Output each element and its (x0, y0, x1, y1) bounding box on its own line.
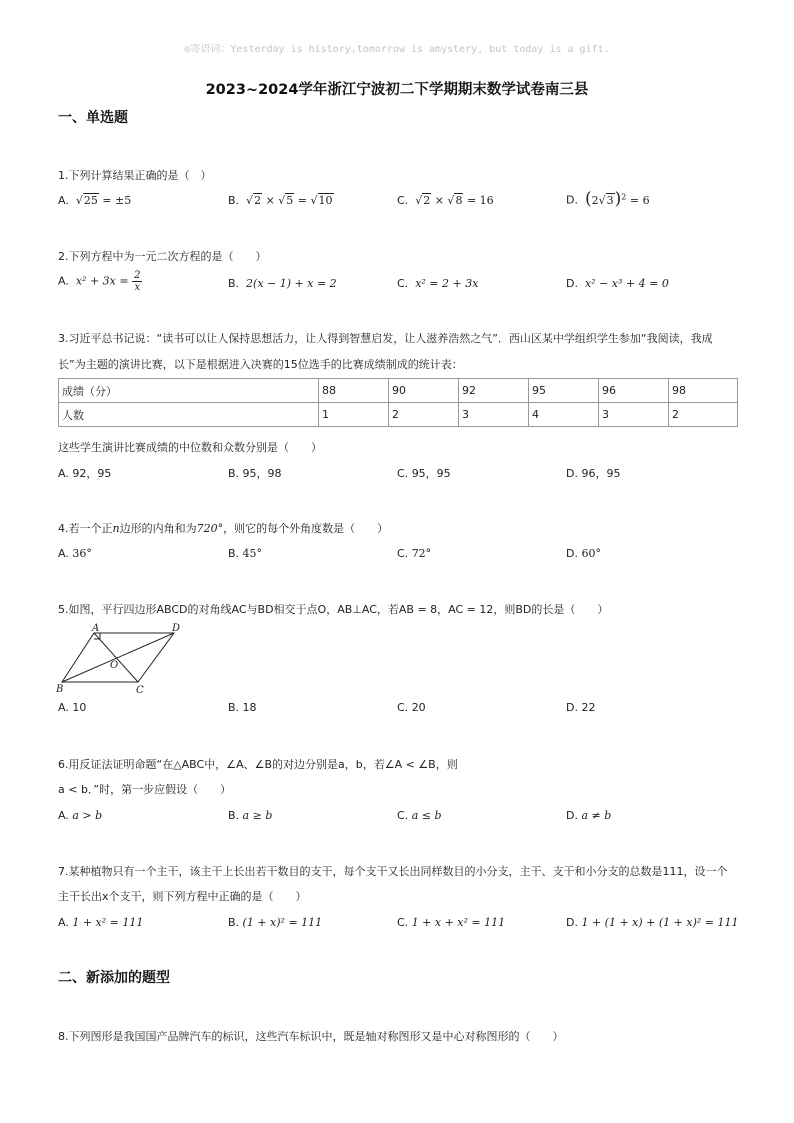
question-8-stem: 8.下列图形是我国国产品牌汽车的标识，这些汽车标识中，既是轴对称图形又是中心对称图形的（ ） (58, 1030, 564, 1043)
table-cell: 人数 (59, 403, 319, 427)
q1d-coef: 2 (591, 193, 599, 207)
q1c-eq: = 16 (466, 194, 494, 207)
section-heading-new-type: 二、新添加的题型 (58, 970, 170, 986)
q1b-radicand-3: 10 (318, 194, 333, 207)
table-cell: 88 (319, 379, 389, 403)
table-cell: 3 (599, 403, 669, 427)
option-label: C. (397, 467, 409, 480)
option-label: C. (397, 701, 409, 714)
option-label: D. (566, 809, 578, 822)
q5-option-a (58, 700, 86, 716)
q6-option-b (228, 808, 272, 824)
option-text: 45° (242, 547, 263, 560)
q1c-radicand-2: 8 (455, 194, 463, 207)
q4-stem-mid: 边形的内角和为 (119, 522, 197, 535)
q7-option-a (58, 915, 143, 931)
q1b-op: × (265, 194, 275, 207)
option-label: A. (58, 274, 69, 288)
table-cell: 96 (599, 379, 669, 403)
question-7-stem-line2: 主干长出x个支干，则下列方程中正确的是（ ） (58, 890, 307, 903)
option-label: B. (228, 809, 240, 822)
option-label: A. (58, 547, 69, 560)
table-cell: 90 (389, 379, 459, 403)
option-text: 22 (581, 701, 596, 714)
option-text: 36° (72, 547, 92, 560)
question-4-stem (58, 521, 388, 537)
q5-option-d (566, 700, 595, 716)
option-text: (1 + x)² = 111 (242, 916, 323, 929)
q1-option-d: D. $(2√3)^2 = 6$ (566, 188, 650, 209)
option-text: a ≠ b (581, 809, 612, 822)
option-label: D. (566, 547, 578, 560)
q1-option-c: C. √2 × √8 = 16 (397, 194, 494, 207)
table-cell: 98 (669, 379, 738, 403)
option-label: B. (228, 701, 240, 714)
score-table (58, 378, 738, 427)
table-cell: 95 (529, 379, 599, 403)
question-2-stem: 2.下列方程中为一元二次方程的是（ ） (58, 250, 267, 263)
q4-stem-post: ，则它的每个外角度数是（ ） (223, 522, 389, 535)
table-cell: 2 (389, 403, 459, 427)
table-cell: 2 (669, 403, 738, 427)
q3-option-c (397, 466, 451, 482)
question-3-stem: 3.习近平总书记说：“读书可以让人保持思想活力，让人得到智慧启发，让人滋养浩然之气”．西山区某中学组织学生参加“我阅读，我成长”为主题的演讲比赛，以下是根据进入决赛的15位选手的比赛成绩制成的统计表： (58, 332, 713, 371)
diagonal-ac (94, 633, 138, 682)
q2-option-d (566, 276, 669, 292)
option-text: 1 + (1 + x) + (1 + x)² = 111 (581, 916, 739, 929)
option-text: 18 (242, 701, 257, 714)
q1b-radicand-2: 5 (286, 194, 294, 207)
q4-option-c (397, 546, 431, 562)
q1c-op: × (434, 194, 444, 207)
question-6-stem-line1: 6.用反证法证明命题“在△ABC中，∠A、∠B的对边分别是a，b，若∠A < ∠B，则 (58, 758, 458, 771)
option-text: 1 + x² = 111 (72, 916, 144, 929)
q2d-expr: x² − x³ + 4 = 0 (584, 277, 669, 290)
page-title: 2023~2024学年浙江宁波初二下学期期末数学试卷南三县 (205, 82, 589, 98)
option-text: a ≥ b (242, 809, 273, 822)
q6-option-d (566, 808, 611, 824)
q2a-numerator: 2 (134, 270, 141, 281)
question-3-sub: 这些学生演讲比赛成绩的中位数和众数分别是（ ） (58, 441, 322, 454)
table-row (59, 379, 738, 403)
q4-stem-pre: 4.若一个正 (58, 522, 113, 535)
q5-option-c (397, 700, 426, 716)
table-cell: 成绩（分） (59, 379, 319, 403)
option-label: A. (58, 701, 69, 714)
q2b-expr: 2(x − 1) + x = 2 (246, 277, 337, 290)
option-label: C. (397, 916, 409, 929)
q2a-fraction (132, 270, 142, 293)
question-1-stem: 1.下列计算结果正确的是（ ） (58, 169, 212, 182)
q2a-denominator: x (134, 282, 141, 293)
q6-option-c (397, 808, 442, 824)
option-text: 95，98 (242, 467, 282, 480)
table-cell: 3 (459, 403, 529, 427)
option-text: 1 + x + x² = 111 (411, 916, 506, 929)
q6-option-a (58, 808, 102, 824)
option-label: C. (397, 194, 409, 207)
option-label: B. (228, 467, 240, 480)
option-label: A. (58, 809, 69, 822)
q1a-radicand: 25 (83, 194, 98, 207)
q1b-radicand-1: 2 (254, 194, 262, 207)
q1-option-b: B. √2 × √5 = √10 (228, 194, 333, 207)
label-o: O (110, 660, 119, 671)
q1d-radicand: 3 (606, 193, 614, 207)
q7-option-c (397, 915, 505, 931)
q3-option-a (58, 466, 111, 482)
question-7-stem-line1: 7.某种植物只有一个主干，该主干上长出若干数目的支干，每个支干又长出同样数目的小分支，主干、支干和小分支的总数是111，设一个 (58, 865, 728, 878)
diagonal-bd (62, 633, 174, 682)
q5-option-b (228, 700, 257, 716)
q3-option-d (566, 466, 620, 482)
option-text: 92，95 (72, 467, 112, 480)
q1d-eq: = 6 (629, 193, 650, 207)
option-label: A. (58, 194, 69, 207)
option-text: a ≤ b (411, 809, 442, 822)
label-c: C (136, 685, 144, 696)
parallelogram-figure (54, 622, 194, 696)
option-label: D. (566, 916, 578, 929)
option-label: D. (566, 701, 578, 714)
watermark: ◎寄语词：Yesterday is history,tomorrow is amystery, but today is a gift. (184, 44, 610, 55)
question-5-stem: 5.如图，平行四边形ABCD的对角线AC与BD相交于点O，AB⊥AC，若AB = 8，AC = 12，则BD的长是（ ） (58, 603, 609, 616)
option-label: B. (228, 277, 240, 290)
option-label: D. (566, 193, 578, 207)
q2a-lhs: x² + 3x = (75, 274, 129, 288)
question-6-stem-line2: a < b．”时，第一步应假设（ ） (58, 783, 232, 796)
option-label: D. (566, 277, 578, 290)
table-cell: 92 (459, 379, 529, 403)
option-text: 96，95 (581, 467, 621, 480)
q7-option-b (228, 915, 322, 931)
option-label: C. (397, 277, 409, 290)
q2-option-a (58, 270, 142, 293)
q2-option-b (228, 276, 337, 292)
option-text: 95，95 (411, 467, 451, 480)
q4-option-b (228, 546, 262, 562)
option-label: A. (58, 916, 69, 929)
q2c-expr: x² = 2 + 3x (415, 277, 479, 290)
label-b: B (56, 684, 64, 695)
section-heading-single-choice: 一、单选题 (58, 110, 128, 126)
q7-option-d (566, 915, 739, 931)
table-cell: 1 (319, 403, 389, 427)
table-cell: 4 (529, 403, 599, 427)
q4-option-a (58, 546, 92, 562)
q1c-radicand-1: 2 (423, 194, 431, 207)
q1a-rest: = ±5 (102, 194, 132, 207)
option-label: B. (228, 547, 240, 560)
option-label: C. (397, 547, 409, 560)
q4-angle: 720° (196, 522, 224, 535)
table-row (59, 403, 738, 427)
q4-option-d (566, 546, 601, 562)
q2-option-c (397, 276, 478, 292)
option-text: 72° (411, 547, 432, 560)
q1d-exponent: 2 (621, 192, 627, 201)
option-text: 20 (411, 701, 426, 714)
q1-option-a: A. √25 = ±5 (58, 194, 132, 207)
q3-option-b (228, 466, 282, 482)
label-d: D (172, 623, 181, 634)
option-text: 60° (581, 547, 601, 560)
option-label: B. (228, 194, 240, 207)
option-label: A. (58, 467, 69, 480)
option-text: a > b (72, 809, 103, 822)
option-label: B. (228, 916, 240, 929)
q4-var: n (112, 522, 120, 535)
option-text: 10 (72, 701, 87, 714)
q1b-eq: = (297, 194, 308, 207)
label-a: A (92, 623, 100, 634)
option-label: C. (397, 809, 409, 822)
option-label: D. (566, 467, 578, 480)
